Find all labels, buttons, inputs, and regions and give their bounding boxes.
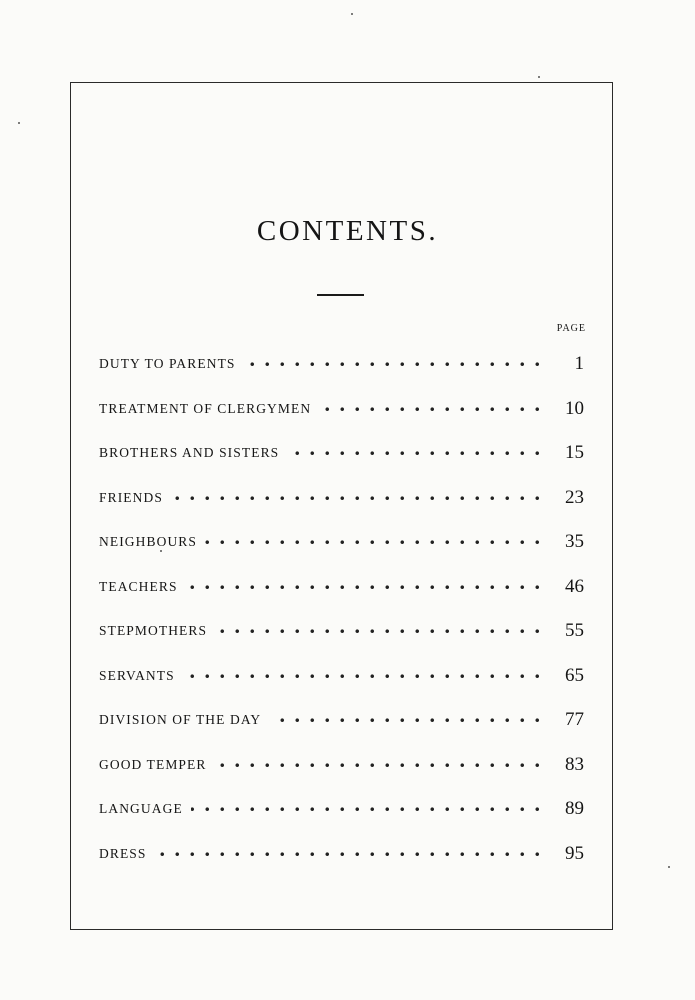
toc-entry-page: 55 bbox=[565, 620, 584, 642]
toc-entry[interactable] bbox=[99, 431, 584, 476]
toc-entry-title: SERVANTS bbox=[99, 667, 175, 683]
dot-leader bbox=[171, 488, 542, 508]
toc-entry-page: 89 bbox=[565, 798, 584, 820]
scan-speck bbox=[538, 76, 540, 78]
toc-entry-page: 23 bbox=[565, 486, 584, 508]
toc-entry-page: 77 bbox=[565, 709, 584, 731]
toc-entry-title: TREATMENT OF CLERGYMEN bbox=[99, 400, 312, 416]
dot-leader bbox=[186, 577, 542, 597]
toc-entry-page: 35 bbox=[565, 531, 584, 553]
toc-entry-title: DIVISION OF THE DAY bbox=[99, 712, 262, 728]
dot-leader bbox=[287, 443, 542, 463]
title-rule bbox=[317, 294, 364, 296]
dot-leader bbox=[244, 354, 542, 374]
toc-entry[interactable] bbox=[99, 565, 584, 610]
toc-entry[interactable] bbox=[99, 654, 584, 699]
dot-leader bbox=[319, 399, 542, 419]
toc-entry-title: DRESS bbox=[99, 845, 147, 861]
scan-speck bbox=[160, 550, 162, 552]
toc-entry-title: NEIGHBOURS bbox=[99, 534, 198, 550]
scan-speck bbox=[18, 122, 20, 124]
toc-entry-page: 1 bbox=[574, 353, 584, 375]
dot-leader bbox=[214, 755, 542, 775]
scan-speck bbox=[668, 866, 670, 868]
toc-entry-page: 46 bbox=[565, 575, 584, 597]
toc-entry[interactable] bbox=[99, 832, 584, 877]
page-title: CONTENTS. bbox=[256, 215, 439, 247]
dot-leader bbox=[191, 799, 542, 819]
toc-entry-page: 95 bbox=[565, 842, 584, 864]
table-of-contents bbox=[99, 342, 584, 876]
toc-entry-title: LANGUAGE bbox=[99, 801, 183, 817]
toc-entry-page: 65 bbox=[565, 664, 584, 686]
toc-entry[interactable] bbox=[99, 342, 584, 387]
toc-entry[interactable] bbox=[99, 476, 584, 521]
toc-entry[interactable] bbox=[99, 698, 584, 743]
toc-entry-title: BROTHERS AND SISTERS bbox=[99, 445, 280, 461]
toc-entry-page: 15 bbox=[565, 442, 584, 464]
dot-leader bbox=[155, 844, 542, 864]
dot-leader bbox=[215, 621, 542, 641]
toc-entry-title: TEACHERS bbox=[99, 578, 178, 594]
scan-speck bbox=[351, 13, 353, 15]
page-column-label: PAGE bbox=[556, 323, 586, 334]
toc-entry[interactable] bbox=[99, 787, 584, 832]
toc-entry[interactable] bbox=[99, 387, 584, 432]
toc-entry-title: STEPMOTHERS bbox=[99, 623, 208, 639]
toc-entry[interactable] bbox=[99, 609, 584, 654]
toc-entry[interactable] bbox=[99, 743, 584, 788]
toc-entry-title: GOOD TEMPER bbox=[99, 756, 207, 772]
dot-leader bbox=[183, 666, 542, 686]
toc-entry-page: 83 bbox=[565, 753, 584, 775]
toc-entry-title: FRIENDS bbox=[99, 489, 163, 505]
dot-leader bbox=[269, 710, 542, 730]
toc-entry-page: 10 bbox=[565, 397, 584, 419]
toc-entry[interactable] bbox=[99, 520, 584, 565]
dot-leader bbox=[205, 532, 542, 552]
toc-entry-title: DUTY TO PARENTS bbox=[99, 356, 236, 372]
